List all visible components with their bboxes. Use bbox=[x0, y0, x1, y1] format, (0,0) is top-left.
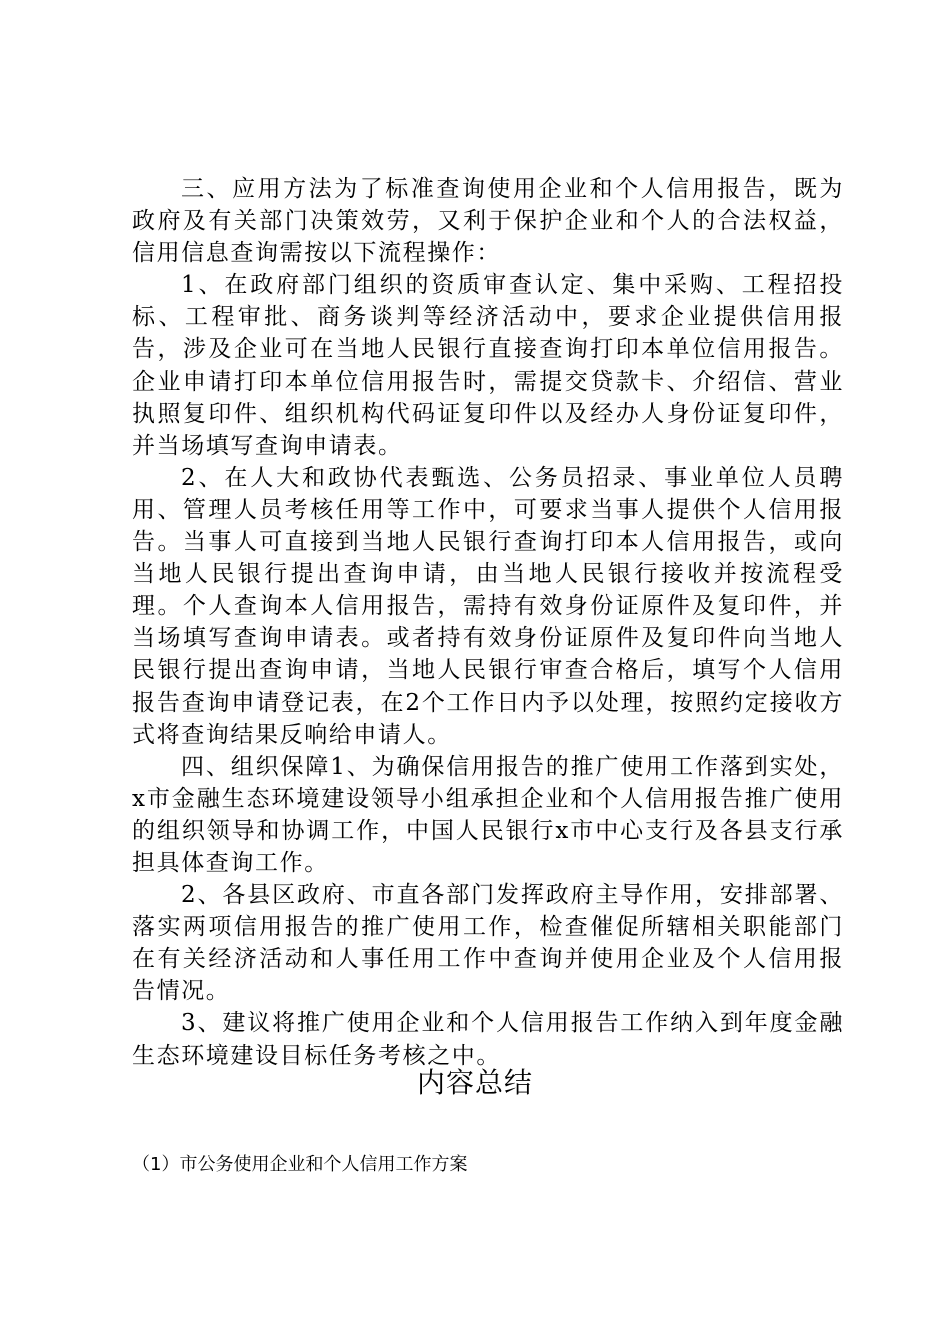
paragraph-organization-guarantee: 四、组织保障1、为确保信用报告的推广使用工作落到实处，x市金融生态环境建设领导小组承担企业和个人信用报告推广使用的组织领导和协调工作，中国人民银行x市中心支行及各县支行承担具体查询工作。 bbox=[132, 753, 844, 876]
paragraph-county-governments: 2、各县区政府、市直各部门发挥政府主导作用，安排部署、落实两项信用报告的推广使用工作，检查催促所辖相关职能部门在有关经济活动和人事任用工作中查询并使用企业及个人信用报告情况。 bbox=[132, 882, 844, 1005]
paragraph-application-method: 三、应用方法为了标准查询使用企业和个人信用报告，既为政府及有关部门决策效劳，又利于保护企业和个人的合法权益，信用信息查询需按以下流程操作： bbox=[132, 176, 844, 267]
paragraph-enterprise-report: 1、在政府部门组织的资质审查认定、集中采购、工程招投标、工程审批、商务谈判等经济活动中，要求企业提供信用报告，涉及企业可在当地人民银行直接查询打印本单位信用报告。企业申请打印本单位信用报告时，需提交贷款卡、介绍信、营业执照复印件、组织机构代码证复印件以及经办人身份证复印件，并当场填写查询申请表。 bbox=[132, 272, 844, 459]
paragraph-assessment: 3、建议将推广使用企业和个人信用报告工作纳入到年度金融生态环境建设目标任务考核之中。 bbox=[132, 1010, 844, 1069]
summary-item: （1）市公务使用企业和个人信用工作方案 bbox=[132, 1154, 468, 1175]
document-body bbox=[132, 173, 844, 1072]
summary-heading: 内容总结 bbox=[416, 1066, 533, 1099]
paragraph-personal-report: 2、在人大和政协代表甄选、公务员招录、事业单位人员聘用、管理人员考核任用等工作中，可要求当事人提供个人信用报告。当事人可直接到当地人民银行查询打印本人信用报告，或向当地人民银行提出查询申请，由当地人民银行接收并按流程受理。个人查询本人信用报告，需持有效身份证原件及复印件，并当场填写查询申请表。或者持有效身份证原件及复印件向当地人民银行提出查询申请，当地人民银行审查合格后，填写个人信用报告查询申请登记表，在2个工作日内予以处理，按照约定接收方式将查询结果反响给申请人。 bbox=[132, 464, 844, 748]
